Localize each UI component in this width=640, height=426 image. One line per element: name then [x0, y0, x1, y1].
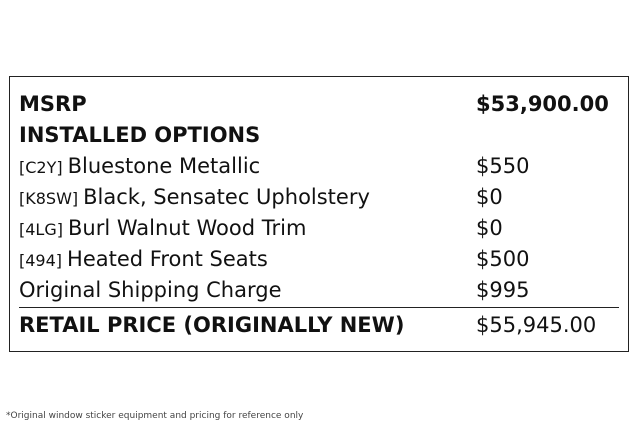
- option-label: [19, 213, 306, 245]
- option-price: $0: [476, 185, 503, 209]
- options-heading: INSTALLED OPTIONS: [19, 123, 261, 147]
- msrp-price: $53,900.00: [476, 92, 609, 116]
- option-label: [19, 182, 370, 214]
- total-divider: [19, 307, 619, 308]
- option-price: $550: [476, 154, 530, 178]
- total-label: RETAIL PRICE (ORIGINALLY NEW): [19, 313, 405, 337]
- option-row: [19, 182, 617, 213]
- msrp-label: MSRP: [19, 92, 87, 116]
- option-price: $500: [476, 247, 530, 271]
- option-name: Burl Walnut Wood Trim: [67, 216, 307, 240]
- msrp-row: [19, 89, 617, 120]
- option-name: Heated Front Seats: [67, 247, 268, 271]
- shipping-row: [19, 275, 617, 306]
- option-label: [19, 244, 268, 276]
- option-price: $0: [476, 216, 503, 240]
- disclaimer-text: *Original window sticker equipment and pricing for reference only: [6, 411, 304, 421]
- option-name: Black, Sensatec Upholstery: [83, 185, 370, 209]
- option-row: [19, 213, 617, 244]
- total-price: $55,945.00: [476, 313, 597, 337]
- option-code: [C2Y]: [19, 158, 63, 177]
- option-name: Bluestone Metallic: [67, 154, 261, 178]
- option-row: [19, 244, 617, 275]
- option-row: [19, 151, 617, 182]
- shipping-price: $995: [476, 278, 530, 302]
- options-heading-row: [19, 120, 617, 151]
- option-code: [494]: [19, 251, 63, 270]
- option-code: [4LG]: [19, 220, 63, 239]
- total-row: [19, 310, 617, 341]
- option-label: [19, 151, 260, 183]
- window-sticker: [9, 76, 629, 352]
- option-code: [K8SW]: [19, 189, 79, 208]
- shipping-label: Original Shipping Charge: [19, 278, 282, 302]
